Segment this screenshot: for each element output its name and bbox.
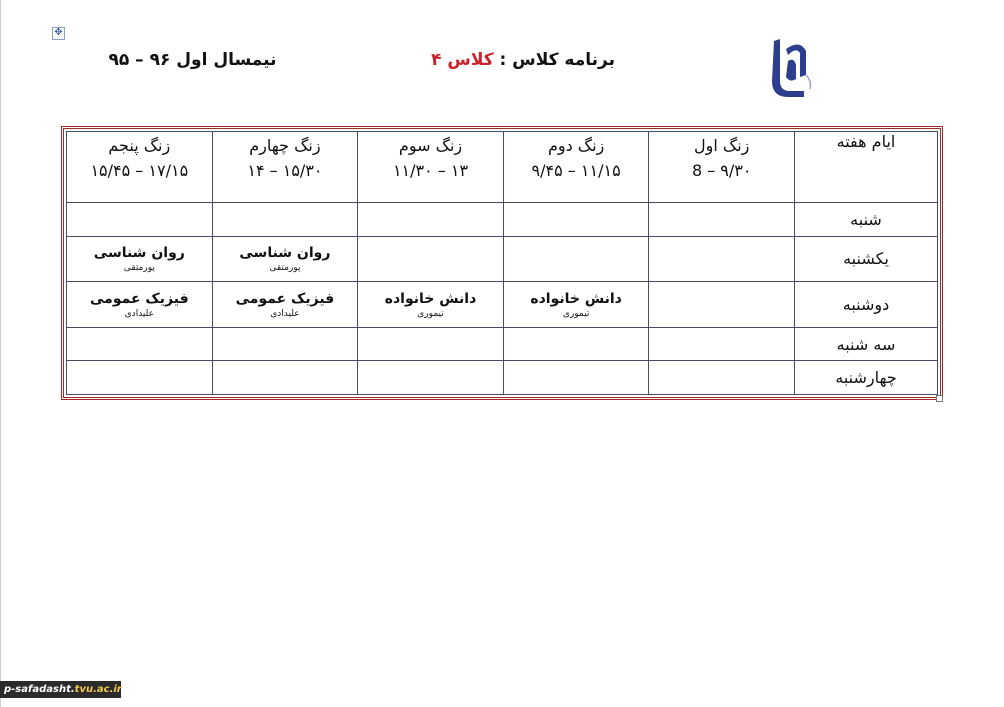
teacher-name: علیدادی <box>270 308 300 319</box>
schedule-cell[interactable] <box>67 202 213 236</box>
footer-url[interactable] <box>0 681 121 698</box>
course-name: فیزیک عمومی <box>90 290 189 307</box>
course-name: دانش خانواده <box>530 290 622 307</box>
page-title <box>430 50 615 70</box>
teacher-name: علیدادی <box>124 308 154 319</box>
period-time: ۱۱/۳۰ – ۱۳ <box>392 161 469 180</box>
schedule-cell[interactable] <box>67 360 213 394</box>
class-name: کلاس ۴ <box>431 50 494 70</box>
day-cell: یکشنبه <box>795 236 938 281</box>
day-cell: شنبه <box>795 202 938 236</box>
schedule-cell[interactable] <box>649 360 795 394</box>
teacher-name: پورمتقی <box>269 262 301 273</box>
schedule-table <box>66 131 938 395</box>
schedule-cell[interactable] <box>503 282 649 328</box>
teacher-name: پورمتقی <box>123 262 155 273</box>
title-prefix: برنامه کلاس : <box>493 50 615 70</box>
footer-prefix: p-safadasht. <box>4 684 75 695</box>
footer-domain: tvu.ac.ir <box>74 684 122 695</box>
period-name: زنگ چهارم <box>249 136 321 155</box>
course-name: روان شناسی <box>239 244 331 261</box>
period-time: 8 – ۹/۳۰ <box>691 161 752 180</box>
schedule-cell[interactable] <box>358 360 504 394</box>
schedule-cell[interactable] <box>649 328 795 360</box>
semester-label: نیمسال اول ۹۶ – ۹۵ <box>108 50 277 70</box>
table-row <box>67 328 938 360</box>
course-name: روان شناسی <box>93 244 185 261</box>
schedule-cell[interactable] <box>212 202 358 236</box>
university-logo-icon <box>766 35 818 99</box>
schedule-cell[interactable] <box>503 328 649 360</box>
schedule-cell[interactable] <box>212 360 358 394</box>
table-resize-handle[interactable] <box>936 395 943 402</box>
schedule-cell[interactable] <box>358 236 504 281</box>
day-header-cell: ایام هفته <box>795 132 938 203</box>
schedule-cell[interactable] <box>503 202 649 236</box>
schedule-cell[interactable] <box>649 282 795 328</box>
period-name: زنگ سوم <box>398 136 463 155</box>
period-time: ۱۵/۴۵ – ۱۷/۱۵ <box>90 161 189 180</box>
schedule-cell[interactable] <box>503 236 649 281</box>
schedule-cell[interactable] <box>358 282 504 328</box>
schedule-table-frame <box>61 126 943 400</box>
schedule-cell[interactable] <box>212 282 358 328</box>
period-header-2 <box>503 132 649 203</box>
schedule-cell[interactable] <box>212 236 358 281</box>
day-cell: دوشنبه <box>795 282 938 328</box>
period-header-4 <box>212 132 358 203</box>
course-name: دانش خانواده <box>384 290 477 307</box>
schedule-cell[interactable] <box>358 328 504 360</box>
schedule-cell[interactable] <box>358 202 504 236</box>
table-row <box>67 236 938 281</box>
teacher-name: تیموری <box>417 308 444 319</box>
schedule-cell[interactable] <box>503 360 649 394</box>
course-name: فیزیک عمومی <box>235 290 335 307</box>
teacher-name: تیموری <box>562 308 590 319</box>
period-name: زنگ پنجم <box>108 136 171 155</box>
period-name: زنگ دوم <box>547 136 605 155</box>
period-time: ۱۴ – ۱۵/۳۰ <box>247 161 323 180</box>
day-cell: چهارشنبه <box>795 360 938 394</box>
period-header-3 <box>358 132 504 203</box>
table-header-row <box>67 132 938 203</box>
table-row <box>67 282 938 328</box>
period-header-5 <box>67 132 213 203</box>
schedule-cell[interactable] <box>649 202 795 236</box>
table-row <box>67 360 938 394</box>
schedule-cell[interactable] <box>67 328 213 360</box>
period-time: ۹/۴۵ – ۱۱/۱۵ <box>531 161 621 180</box>
period-header-1 <box>649 132 795 203</box>
schedule-cell[interactable] <box>67 282 213 328</box>
table-move-handle-icon[interactable]: ✥ <box>52 27 65 40</box>
table-row <box>67 202 938 236</box>
schedule-cell[interactable] <box>212 328 358 360</box>
schedule-cell[interactable] <box>649 236 795 281</box>
schedule-cell[interactable] <box>67 236 213 281</box>
day-cell: سه شنبه <box>795 328 938 360</box>
period-name: زنگ اول <box>694 136 750 155</box>
page-edge <box>0 0 1 707</box>
